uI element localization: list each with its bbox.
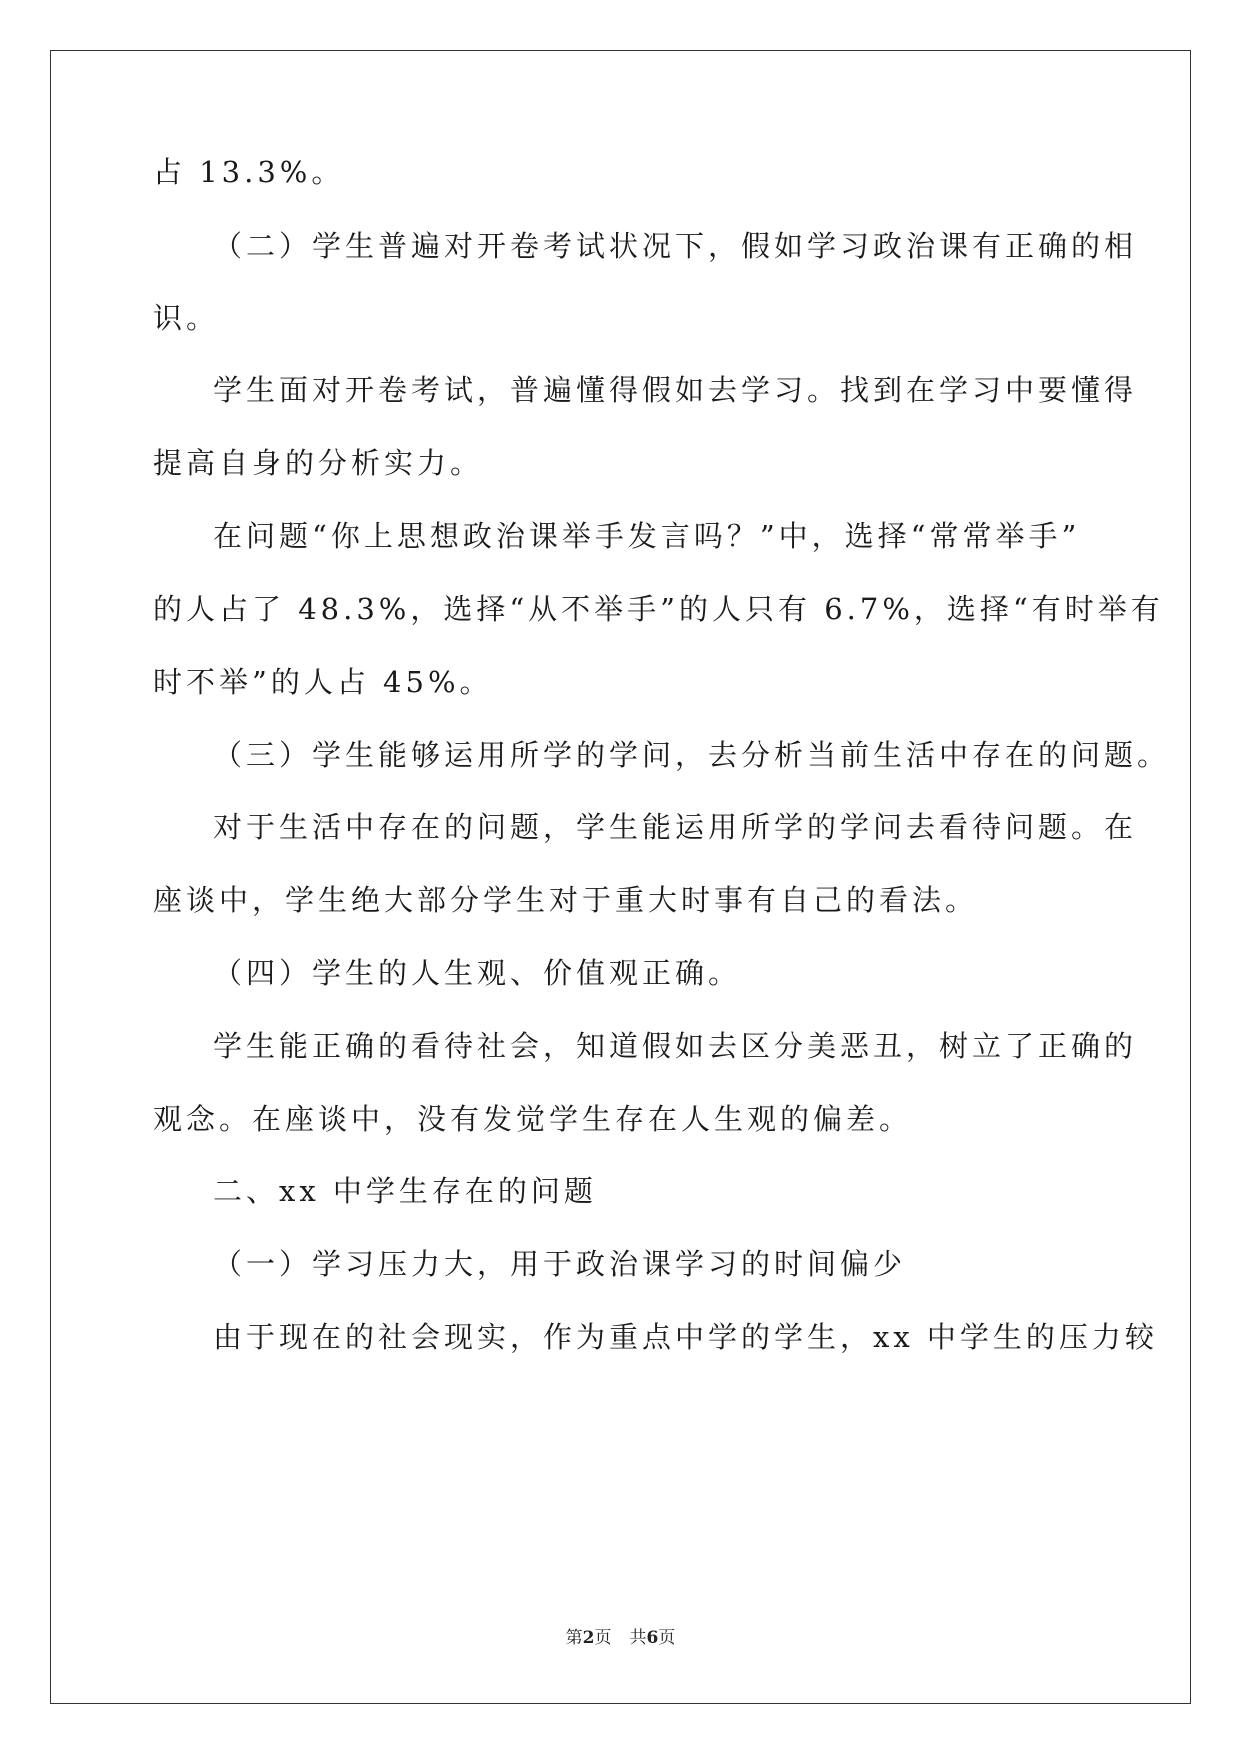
footer-page-suffix: 页 bbox=[594, 1628, 612, 1648]
section-heading: （三）学生能够运用所学的学问，去分析当前生活中存在的问题。 bbox=[213, 738, 1171, 772]
section-heading: 二、xx 中学生存在的问题 bbox=[213, 1174, 597, 1208]
section-heading: （一）学习压力大，用于政治课学习的时间偏少 bbox=[213, 1247, 907, 1281]
body-line: 的人占了 48.3%，选择“从不举手”的人只有 6.7%，选择“有时举有 bbox=[153, 592, 1164, 626]
body-line: 识。 bbox=[153, 301, 220, 335]
footer-page-current: 2 bbox=[582, 1628, 595, 1648]
page-border bbox=[50, 50, 1191, 1704]
body-line: 时不举”的人占 45%。 bbox=[153, 665, 493, 699]
footer-total-suffix: 页 bbox=[658, 1628, 676, 1648]
footer-total-prefix: 共 bbox=[629, 1628, 647, 1648]
section-heading: （二）学生普遍对开卷考试状况下，假如学习政治课有正确的相 bbox=[213, 229, 1138, 263]
section-heading: （四）学生的人生观、价值观正确。 bbox=[213, 956, 742, 990]
footer-page-total: 6 bbox=[646, 1628, 659, 1648]
body-line: 对于生活中存在的问题，学生能运用所学的学问去看待问题。在 bbox=[213, 810, 1138, 844]
body-line: 座谈中，学生绝大部分学生对于重大时事有自己的看法。 bbox=[153, 883, 979, 917]
footer-page-prefix: 第 bbox=[565, 1628, 583, 1648]
body-line: 由于现在的社会现实，作为重点中学的学生，xx 中学生的压力较 bbox=[213, 1320, 1158, 1354]
body-line: 占 13.3%。 bbox=[153, 155, 345, 189]
page-footer bbox=[0, 1626, 1241, 1650]
body-line: 提高自身的分析实力。 bbox=[153, 446, 484, 480]
body-line: 观念。在座谈中，没有发觉学生存在人生观的偏差。 bbox=[153, 1102, 913, 1136]
body-line: 学生面对开卷考试，普遍懂得假如去学习。找到在学习中要懂得 bbox=[213, 373, 1138, 407]
body-line: 在问题“你上思想政治课举手发言吗？”中，选择“常常举手” bbox=[213, 519, 1081, 553]
body-line: 学生能正确的看待社会，知道假如去区分美恶丑，树立了正确的 bbox=[213, 1029, 1138, 1063]
